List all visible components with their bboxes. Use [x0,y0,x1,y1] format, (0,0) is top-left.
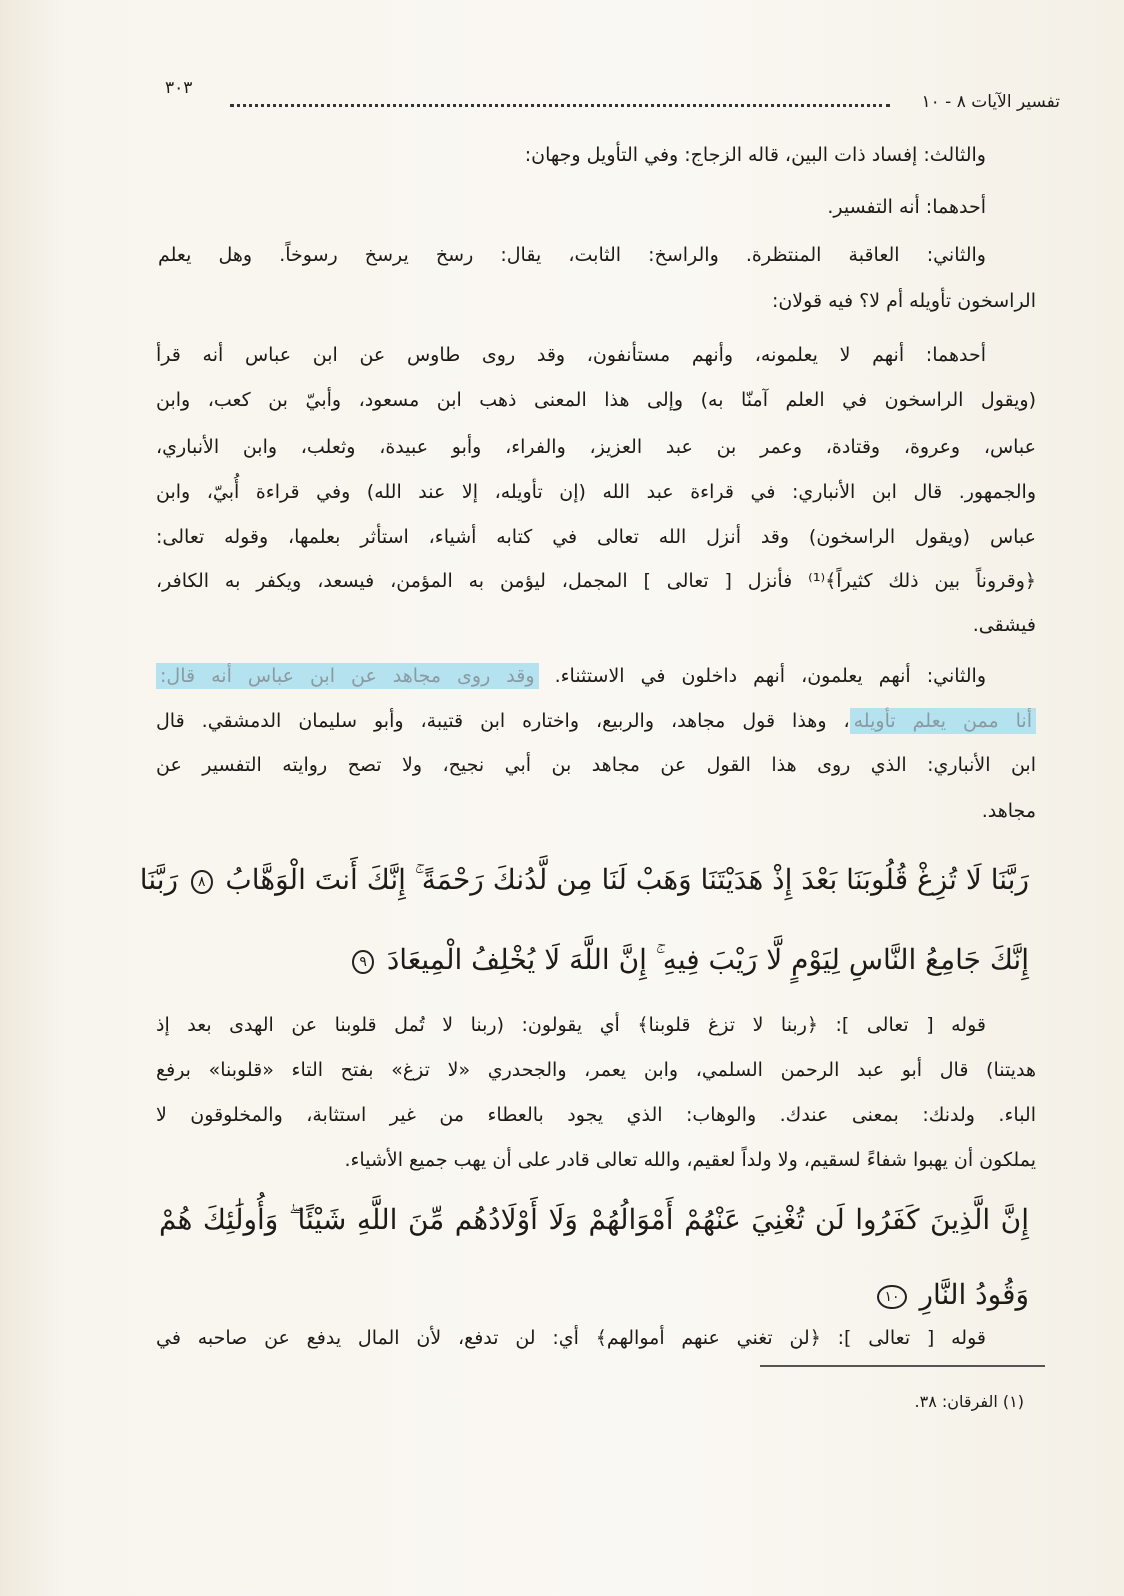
text-line: فيشقى. [972,614,1036,636]
verse-text: رَبَّنَا [139,863,179,896]
text-line: الباء. ولدنك: بمعنى عندك. والوهاب: الذي يجود بالعطاء من غير استثابة، والمخلوقون لا [156,1104,1036,1126]
ayah-number-marker: ١٠ [877,1285,906,1309]
ayah-number-marker: ٩ [352,950,374,974]
running-header [165,78,1060,116]
verse-text: رَبَّنَا لَا تُزِغْ قُلُوبَنَا بَعْدَ إِذْ هَدَيْتَنَا وَهَبْ لَنَا مِن لَّدُنكَ رَحْمَةً ۚ إِنَّكَ أَنتَ الْوَهَّابُ [225,863,1029,896]
highlighted-text[interactable]: وقد روى مجاهد عن ابن عباس أنه قال: [156,663,539,689]
text-line: عباس (ويقول الراسخون) وقد أنزل الله تعالى في كتابه أشياء، استأثر بعلمها، وقوله تعالى: [156,526,1036,548]
text-line: (ويقول الراسخون في العلم آمنّا به) وإلى هذا المعنى ذهب ابن مسعود، وأبيّ بن كعب، وابن [156,389,1036,411]
text-line: يملكون أن يهبوا شفاءً لسقيم، ولا ولداً لعقيم، والله تعالى قادر على أن يهب جميع الأشياء. [344,1149,1036,1171]
text-line: قوله [ تعالى ]: ﴿ربنا لا تزغ قلوبنا﴾ أي يقولون: (ربنا لا تُمل قلوبنا عن الهدى بعد إذ [156,1014,986,1036]
footnote-divider [760,1365,1045,1367]
plain-text: والثاني: أنهم يعلمون، أنهم داخلون في الاستثناء. [554,665,986,687]
text-line: والجمهور. قال ابن الأنباري: في قراءة عبد الله (إن تأويله، إلا عند الله) وفي قراءة أُبيّ، وابن [156,481,1036,503]
header-dot-leader [230,96,890,107]
quran-verse-line [159,1270,1029,1320]
quran-verse-line [139,855,1029,905]
text-line: هديتنا) قال أبو عبد الرحمن السلمي، وابن يعمر، والجحدري «لا تزغ» بفتح التاء «قلوبنا» برفع [156,1059,1036,1081]
text-line: أحدهما: أنهم لا يعلمونه، وأنهم مستأنفون، وقد روى طاوس عن ابن عباس أنه قرأ [156,344,986,366]
text-line [156,706,1036,736]
header-title: تفسير الآيات ٨ - ١٠ [921,92,1060,112]
text-line: مجاهد. [981,800,1036,822]
text-line: عباس، وعروة، وقتادة، وعمر بن عبد العزيز، والفراء، وأبو عبيدة، وثعلب، وابن الأنباري، [156,436,1036,458]
verse-text: وَقُودُ النَّارِ [919,1278,1029,1311]
text-line [156,661,986,691]
page-number: ٣٠٣ [165,78,193,98]
text-line: ابن الأنباري: الذي روى هذا القول عن مجاهد بن أبي نجيح، ولا تصح روايته التفسير عن [156,754,1036,776]
plain-text: ، وهذا قول مجاهد، والربيع، واختاره ابن قتيبة، وأبو سليمان الدمشقي. قال [156,710,850,732]
footnote: (١) الفرقان: ٣٨. [914,1392,1024,1411]
text-line: والثالث: إفساد ذات البين، قاله الزجاج: وفي التأويل وجهان: [524,144,986,166]
text-line: ﴿وقروناً بين ذلك كثيراً﴾⁽¹⁾ فأنزل [ تعالى ] المجمل، ليؤمن به المؤمن، فيسعد، ويكفر به الكافر، [156,570,1037,592]
text-line: والثاني: العاقبة المنتظرة. والراسخ: الثابت، يقال: رسخ يرسخ رسوخاً. وهل يعلم [158,244,986,266]
ayah-number-marker: ٨ [191,870,213,894]
highlighted-text[interactable]: أنا ممن يعلم تأويله [850,708,1036,734]
text-line: الراسخون تأويله أم لا؟ فيه قولان: [771,290,1036,312]
verse-text: إِنَّكَ جَامِعُ النَّاسِ لِيَوْمٍ لَّا رَيْبَ فِيهِ ۚ إِنَّ اللَّهَ لَا يُخْلِفُ الْمِيعَادَ [386,943,1029,976]
text-line: أحدهما: أنه التفسير. [827,196,986,218]
quran-verse-line [159,935,1029,985]
text-line: قوله [ تعالى ]: ﴿لن تغني عنهم أموالهم﴾ أي: لن تدفع، لأن المال يدفع عن صاحبه في [156,1327,986,1349]
quran-verse-line: إِنَّ الَّذِينَ كَفَرُوا لَن تُغْنِيَ عَنْهُمْ أَمْوَالُهُمْ وَلَا أَوْلَادُهُم مِّنَ اللَّهِ شَيْئًا ۖ وَأُولَٰئِكَ هُمْ [159,1203,1029,1236]
